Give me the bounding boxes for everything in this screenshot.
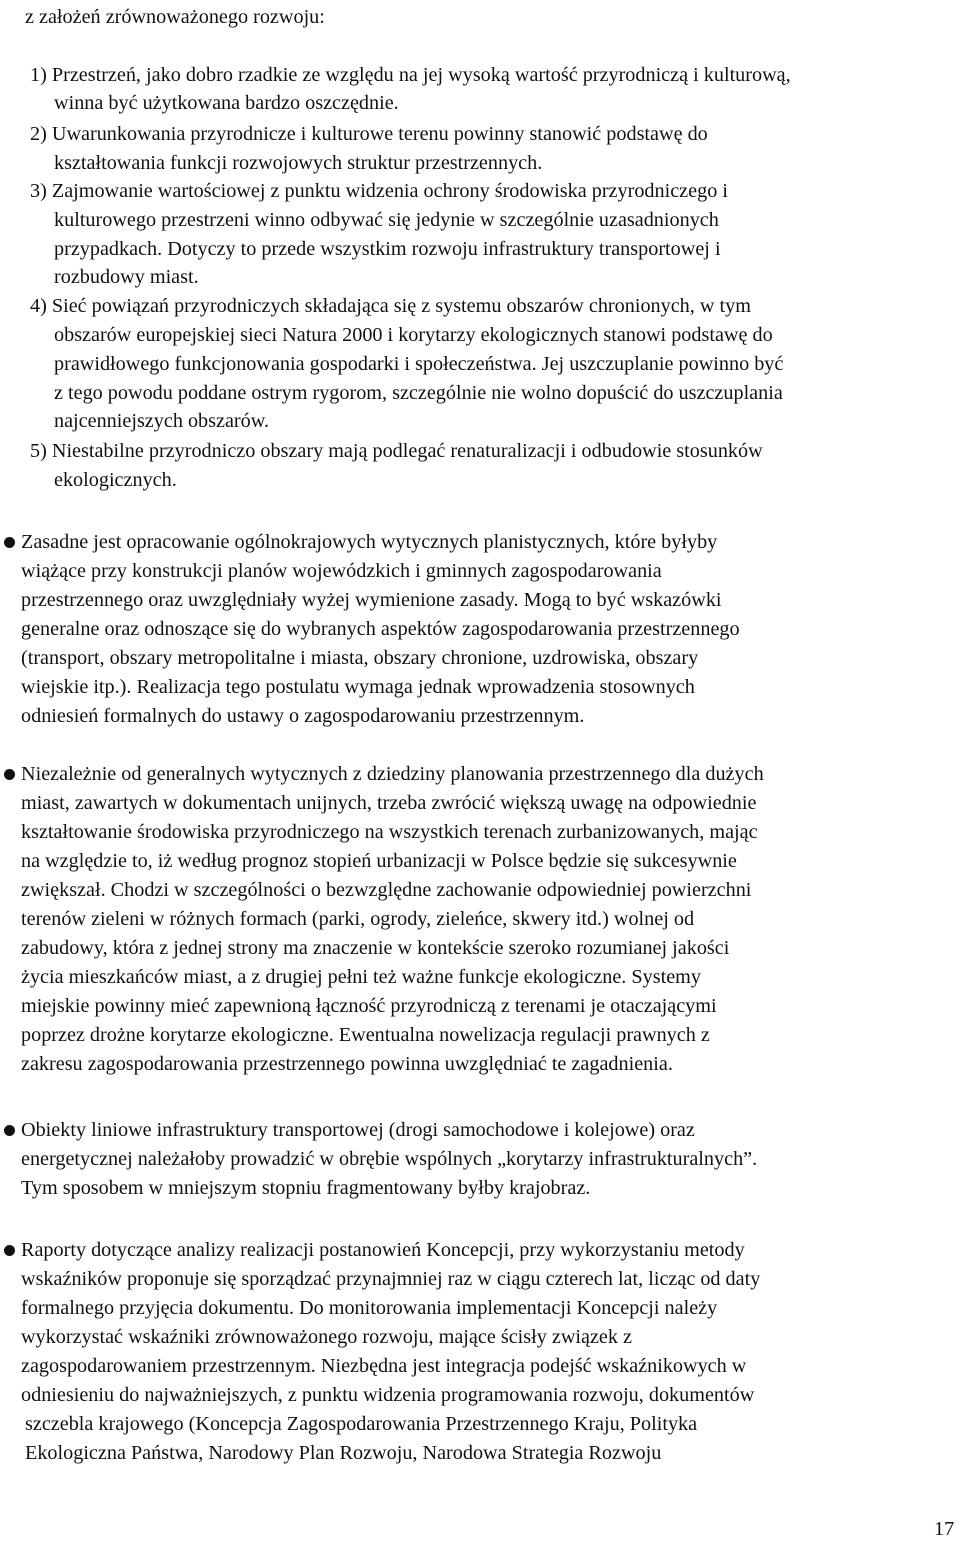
bullet-icon bbox=[4, 1245, 15, 1256]
principle-4-line-5: najcenniejszych obszarów. bbox=[54, 410, 270, 432]
bullet-1-line-2: wiążące przy konstrukcji planów wojewódzkich i gminnych zagospodarowania bbox=[21, 560, 662, 582]
principle-3-line-3: przypadkach. Dotyczy to przede wszystkim rozwoju infrastruktury transportowej i bbox=[54, 238, 721, 260]
bullet-icon bbox=[4, 537, 15, 548]
principle-3-line-4: rozbudowy miast. bbox=[54, 266, 199, 288]
bullet-2-line-10: poprzez drożne korytarze ekologiczne. Ewentualna nowelizacja regulacji prawnych z bbox=[21, 1024, 710, 1046]
principle-5-line-1: 5) Niestabilne przyrodniczo obszary mają podlegać renaturalizacji i odbudowie stosunków bbox=[30, 440, 763, 462]
bullet-4-line-3: formalnego przyjęcia dokumentu. Do monitorowania implementacji Koncepcji należy bbox=[21, 1297, 718, 1319]
bullet-4-line-7: szczebla krajowego (Koncepcja Zagospodarowania Przestrzennego Kraju, Polityka bbox=[25, 1413, 698, 1435]
bullet-2-line-3: kształtowanie środowiska przyrodniczego na wszystkich terenach zurbanizowanych, mając bbox=[21, 821, 758, 843]
principle-4-line-1: 4) Sieć powiązań przyrodniczych składająca się z systemu obszarów chronionych, w tym bbox=[30, 295, 751, 317]
bullet-2-line-1: Niezależnie od generalnych wytycznych z dziedziny planowania przestrzennego dla dużych bbox=[21, 763, 764, 785]
bullet-4-line-6: odniesieniu do najważniejszych, z punktu widzenia programowania rozwoju, dokumentów bbox=[21, 1384, 755, 1406]
principle-3-line-2: kulturowego przestrzeni winno odbywać się jedynie w szczególnie uzasadnionych bbox=[54, 209, 719, 231]
bullet-2-line-11: zakresu zagospodarowania przestrzennego powinna uwzględniać te zagadnienia. bbox=[21, 1053, 673, 1075]
bullet-icon bbox=[4, 769, 15, 780]
bullet-1-line-6: wiejskie itp.). Realizacja tego postulatu wymaga jednak wprowadzenia stosownych bbox=[21, 676, 695, 698]
bullet-2-line-2: miast, zawartych w dokumentach unijnych, trzeba zwrócić większą uwagę na odpowiednie bbox=[21, 792, 757, 814]
bullet-1-line-3: przestrzennego oraz uwzględniały wyżej wymienione zasady. Mogą to być wskazówki bbox=[21, 589, 722, 611]
bullet-3-line-1: Obiekty liniowe infrastruktury transportowej (drogi samochodowe i kolejowe) oraz bbox=[21, 1119, 695, 1141]
bullet-4-line-1: Raporty dotyczące analizy realizacji postanowień Koncepcji, przy wykorzystaniu metody bbox=[21, 1239, 745, 1261]
bullet-3-line-3: Tym sposobem w mniejszym stopniu fragmentowany byłby krajobraz. bbox=[21, 1177, 591, 1199]
bullet-icon bbox=[4, 1125, 15, 1136]
bullet-4-line-4: wykorzystać wskaźniki zrównoważonego rozwoju, mające ścisły związek z bbox=[21, 1326, 632, 1348]
bullet-4-line-2: wskaźników proponuje się sporządzać przynajmniej raz w ciągu czterech lat, licząc od daty bbox=[21, 1268, 761, 1290]
bullet-2-line-9: miejskie powinny mieć zapewnioną łączność przyrodniczą z terenami je otaczającymi bbox=[21, 995, 717, 1017]
bullet-2-line-7: zabudowy, która z jednej strony ma znaczenie w kontekście szeroko rozumianej jakości bbox=[21, 937, 730, 959]
bullet-1-line-4: generalne oraz odnoszące się do wybranych aspektów zagospodarowania przestrzennego bbox=[21, 618, 740, 640]
bullet-1-line-5: (transport, obszary metropolitalne i miasta, obszary chronione, uzdrowiska, obszary bbox=[21, 647, 699, 669]
bullet-4-line-5: zagospodarowaniem przestrzennym. Niezbędna jest integracja podejść wskaźnikowych w bbox=[21, 1355, 747, 1377]
intro-line: z założeń zrównoważonego rozwoju: bbox=[25, 6, 325, 28]
page-number: 17 bbox=[934, 1518, 955, 1540]
principle-1-line-2: winna być użytkowana bardzo oszczędnie. bbox=[54, 92, 399, 114]
principle-4-line-4: z tego powodu poddane ostrym rygorom, szczególnie nie wolno dopuścić do uszczuplania bbox=[54, 382, 783, 404]
bullet-2-line-5: zwiększał. Chodzi w szczególności o bezwzględne zachowanie odpowiedniej powierzchni bbox=[21, 879, 752, 901]
bullet-2-line-8: życia mieszkańców miast, a z drugiej pełni też ważne funkcje ekologiczne. Systemy bbox=[21, 966, 701, 988]
principle-2-line-1: 2) Uwarunkowania przyrodnicze i kulturowe terenu powinny stanowić podstawę do bbox=[30, 123, 708, 145]
principle-4-line-2: obszarów europejskiej sieci Natura 2000 i korytarzy ekologicznych stanowi podstawę do bbox=[54, 324, 773, 346]
bullet-3-line-2: energetycznej należałoby prowadzić w obrębie wspólnych „korytarzy infrastrukturalnych”. bbox=[21, 1148, 758, 1170]
bullet-4-line-8: Ekologiczna Państwa, Narodowy Plan Rozwoju, Narodowa Strategia Rozwoju bbox=[25, 1442, 662, 1464]
principle-3-line-1: 3) Zajmowanie wartościowej z punktu widzenia ochrony środowiska przyrodniczego i bbox=[30, 180, 728, 202]
bullet-1-line-1: Zasadne jest opracowanie ogólnokrajowych wytycznych planistycznych, które byłyby bbox=[21, 531, 718, 553]
bullet-1-line-7: odniesień formalnych do ustawy o zagospodarowaniu przestrzennym. bbox=[21, 705, 585, 727]
principle-1-line-1: 1) Przestrzeń, jako dobro rzadkie ze względu na jej wysoką wartość przyrodniczą i kulturową, bbox=[30, 64, 791, 86]
principle-4-line-3: prawidłowego funkcjonowania gospodarki i społeczeństwa. Jej uszczuplanie powinno być bbox=[54, 353, 784, 375]
principle-5-line-2: ekologicznych. bbox=[54, 469, 177, 491]
principle-2-line-2: kształtowania funkcji rozwojowych struktur przestrzennych. bbox=[54, 152, 543, 174]
bullet-2-line-6: terenów zieleni w różnych formach (parki, ogrody, zieleńce, skwery itd.) wolnej od bbox=[21, 908, 695, 930]
bullet-2-line-4: na względzie to, iż według prognoz stopień urbanizacji w Polsce będzie się sukcesywnie bbox=[21, 850, 737, 872]
